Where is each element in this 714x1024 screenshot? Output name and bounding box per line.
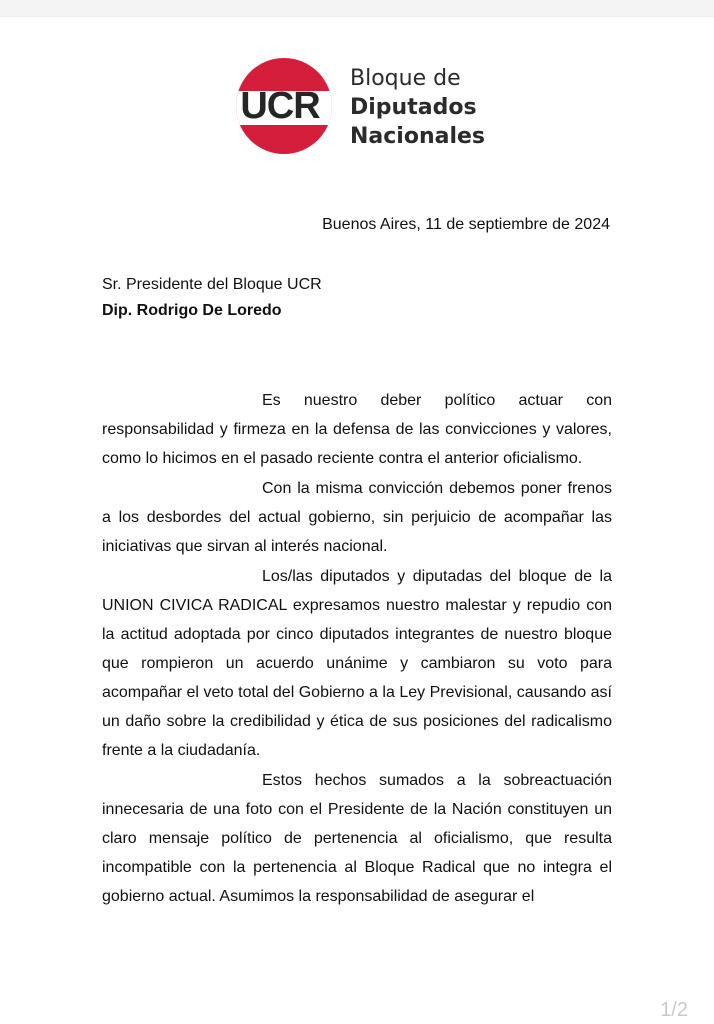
letterhead-line-2: Diputados <box>350 95 477 120</box>
letterhead-line-3: Nacionales <box>350 124 486 149</box>
body-paragraph-3: Los/las diputados y diputadas del bloque de la UNION CIVICA RADICAL expresamos nuestro malestar y repudio con la actitud adoptada por cinco diputados integrantes de nuestro bloque que rompieron un acuerdo unánime y cambiaron su voto para acompañar el veto total del Gobierno a la Ley Previsional, causando así un daño sobre la credibilidad y ética de sus posiciones del radicalismo frente a la ciudadanía. <box>102 568 612 759</box>
body-paragraph-1: Es nuestro deber político actuar con responsabilidad y firmeza en la defensa de las convicciones y valores, como lo hicimos en el pasado reciente contra el anterior oficialismo. <box>102 392 612 467</box>
body-paragraph-2: Con la misma convicción debemos poner frenos a los desbordes del actual gobierno, sin perjuicio de acompañar las iniciativas que sirvan al interés nacional. <box>102 480 612 555</box>
letter-date: Buenos Aires, 11 de septiembre de 2024 <box>322 216 610 233</box>
addressee-block <box>102 272 322 324</box>
page-indicator: 1/2 <box>660 999 688 1021</box>
letterhead-line-1: Bloque de <box>350 66 461 91</box>
letter-body <box>102 386 612 912</box>
viewer-top-bar <box>0 0 714 17</box>
letterhead-title <box>350 64 485 151</box>
body-paragraph-4: Estos hechos sumados a la sobreactuación innecesaria de una foto con el Presidente de la Nación constituyen un claro mensaje político de pertenencia al oficialismo, que resulta incompatible con la pertenencia al Bloque Radical que no integra el gobierno actual. Asumimos la responsabilidad de asegurar el <box>102 772 612 905</box>
ucr-emblem-letters: UCR <box>240 85 320 127</box>
addressee-title: Sr. Presidente del Bloque UCR <box>102 276 322 293</box>
addressee-name: Dip. Rodrigo De Loredo <box>102 302 282 319</box>
ucr-letterhead-logo <box>232 56 502 162</box>
